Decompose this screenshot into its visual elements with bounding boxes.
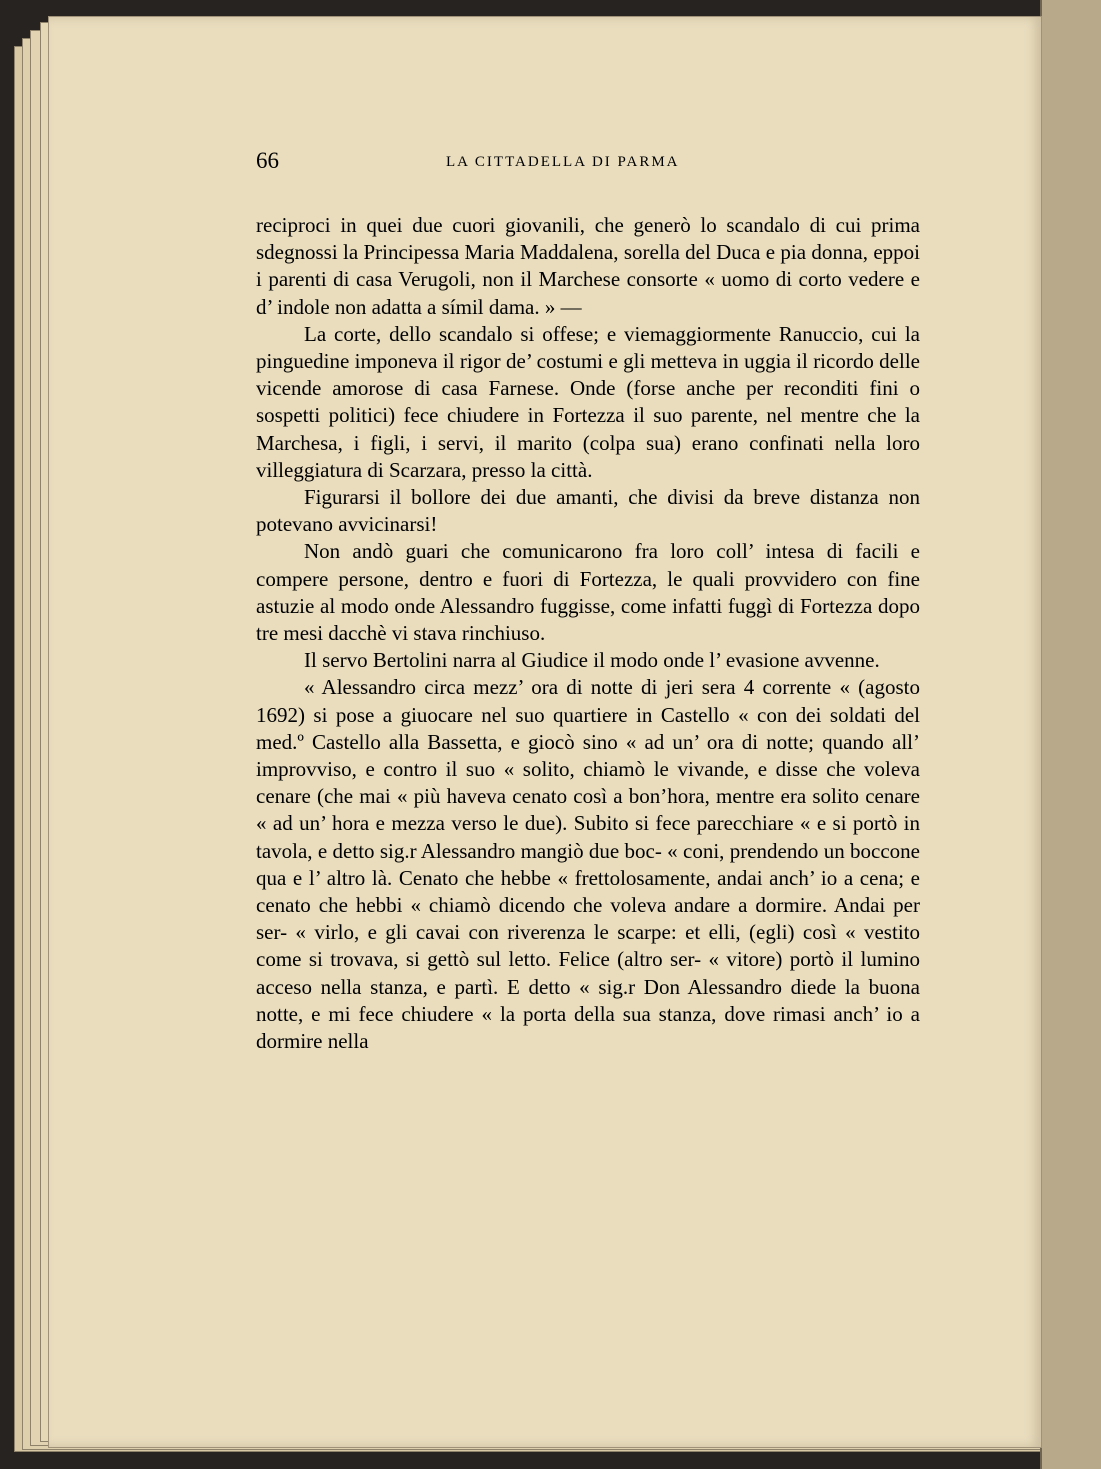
page-header — [256, 148, 920, 188]
body-text — [256, 212, 920, 1055]
paragraph: Il servo Bertolini narra al Giudice il modo onde l’ evasione avvenne. — [304, 648, 880, 673]
running-head: LA CITTADELLA DI PARMA — [446, 154, 680, 170]
quoted-testimony: « Alessandro circa mezz’ ora di notte di jeri sera 4 corrente « (agosto 1692) si pose a giuocare nel suo quartiere in Castello « con dei soldati del med.º Castello alla Bassetta, e giocò sino « ad un’ ora di notte; quando all’ improvviso, e contro il suo « solito, chiamò le vivande, e disse che voleva cenare (che mai « più haveva cenato così a bon’hora, mentre era solito cenare « ad un’ hora e mezza verso le due). Subito si fece parecchiare « e si portò in tavola, e detto sig.r Alessandro mangiò due boc- « coni, prendendo un boccone qua e l’ altro là. Cenato che hebbe « frettolosamente, andai anch’ io a cena; e cenato che hebbi « chiamò dicendo che voleva andare a dormire. Andai per ser- « virlo, e gli cavai con riverenza le scarpe: et elli, (egli) così « vestito come si trovava, si gettò sul letto. Felice (altro ser- « vitore) portò il lumino acceso nella stanza, e partì. E detto « sig.r Don Alessandro diede la buona notte, e mi fece chiudere « la porta della sua stanza, dove rimasi anch’ io a dormire nella — [256, 675, 920, 1054]
paragraph: La corte, dello scandalo si offese; e viemaggiormente Ranuccio, cui la pinguedine imponeva il rigor de’ costumi e gli metteva in uggia il ricordo delle vicende amorose di casa Farnese. Onde (forse anche per reconditi fini o sospetti politici) fece chiudere in Fortezza il suo parente, nel mentre che la Marchesa, i figli, i servi, il marito (colpa sua) erano confinati nella loro villeggiatura di Scarzara, presso la città. — [256, 321, 920, 482]
page-number: 66 — [256, 148, 279, 173]
paragraph: Non andò guari che comunicarono fra loro coll’ intesa di facili e compere persone, dentro e fuori di Fortezza, le quali provvidero con fine astuzie al modo onde Alessandro fuggisse, come infatti fuggì di Fortezza dopo tre mesi dacchè vi stava rinchiuso. — [256, 539, 920, 646]
paragraph: Figurarsi il bollore dei due amanti, che divisi da breve distanza non potevano avvicinarsi! — [256, 485, 920, 537]
paragraph: reciproci in quei due cuori giovanili, che generò lo scandalo di cui prima sdegnossi la Principessa Maria Maddalena, sorella del Duca e pia donna, eppoi i parenti di casa Verugoli, non il Marchese consorte « uomo di corto vedere e d’ indole non adatta a símil dama. » — — [256, 213, 920, 319]
facing-page-edge — [1040, 0, 1101, 1469]
